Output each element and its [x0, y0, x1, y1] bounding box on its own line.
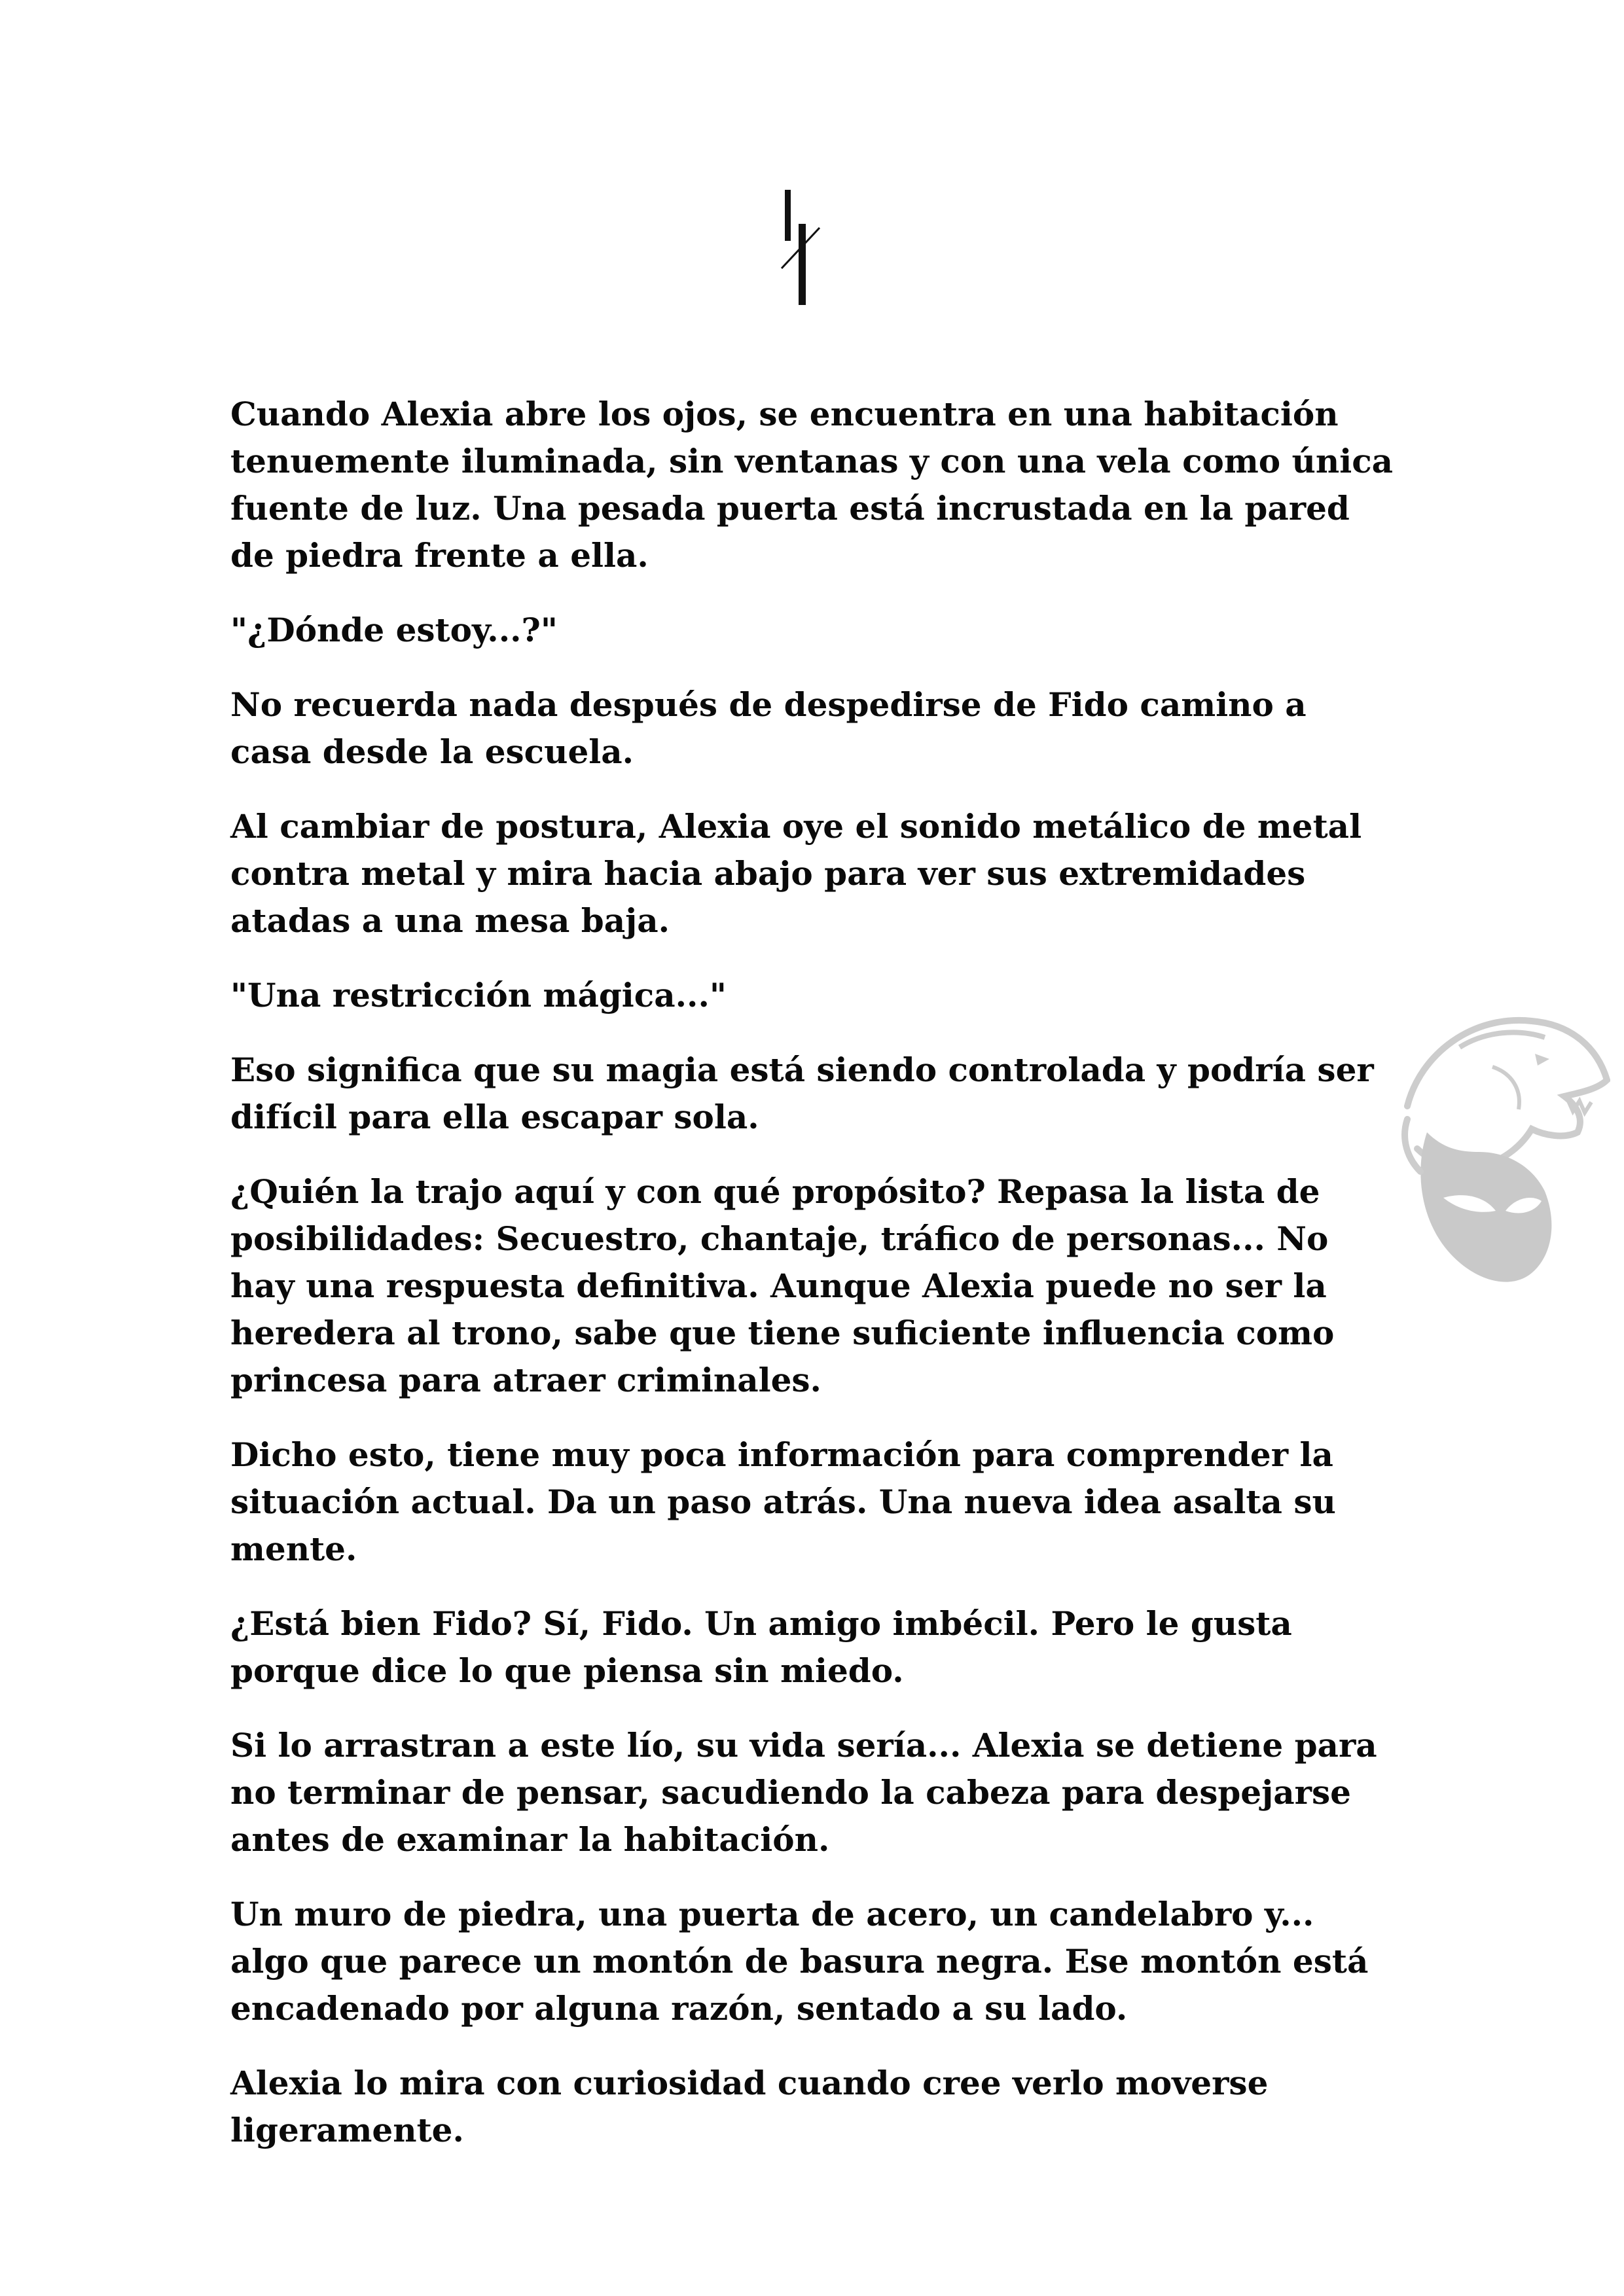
paragraph: Alexia lo mira con curiosidad cuando cree verlo moverse ligeramente. — [230, 2064, 1269, 2149]
paragraph: ¿Está bien Fido? Sí, Fido. Un amigo imbécil. Pero le gusta porque dice lo que piensa sin miedo. — [230, 1604, 1292, 1690]
paragraph: "¿Dónde estoy...?" — [230, 611, 558, 649]
paragraph: ¿Quién la trajo aquí y con qué propósito? Repasa la lista de posibilidades: Secuestro, chantaje, tráfico de personas... No hay una respuesta definitiva. Aunque Alexia puede no ser la heredera al trono, sabe que tiene suficiente influencia como princesa para atraer criminales. — [230, 1172, 1335, 1399]
paragraph: Cuando Alexia abre los ojos, se encuentra en una habitación tenuemente iluminada, sin ventanas y con una vela como única fuente de luz. Una pesada puerta está incrustada en la pared de piedra frente a ella. — [230, 395, 1394, 575]
paragraph: Dicho esto, tiene muy poca información para comprender la situación actual. Da un paso atrás. Una nueva idea asalta su mente. — [230, 1435, 1336, 1568]
story-text — [230, 391, 1396, 2181]
paragraph: No recuerda nada después de despedirse de Fido camino a casa desde la escuela. — [230, 685, 1307, 771]
dinosaur-masked-face-watermark-icon — [1381, 975, 1610, 1302]
chapter-divider-glyph-icon — [779, 190, 825, 308]
paragraph: Eso significa que su magia está siendo controlada y podría ser difícil para ella escapar sola. — [230, 1050, 1374, 1136]
paragraph: "Una restricción mágica..." — [230, 976, 727, 1014]
paragraph: Si lo arrastran a este lío, su vida sería... Alexia se detiene para no terminar de pensar, sacudiendo la cabeza para despejarse antes de examinar la habitación. — [230, 1726, 1377, 1859]
paragraph: Al cambiar de postura, Alexia oye el sonido metálico de metal contra metal y mira hacia abajo para ver sus extremidades atadas a una mesa baja. — [230, 807, 1362, 940]
paragraph: Un muro de piedra, una puerta de acero, un candelabro y... algo que parece un montón de basura negra. Ese montón está encadenado por alguna razón, sentado a su lado. — [230, 1895, 1369, 2028]
